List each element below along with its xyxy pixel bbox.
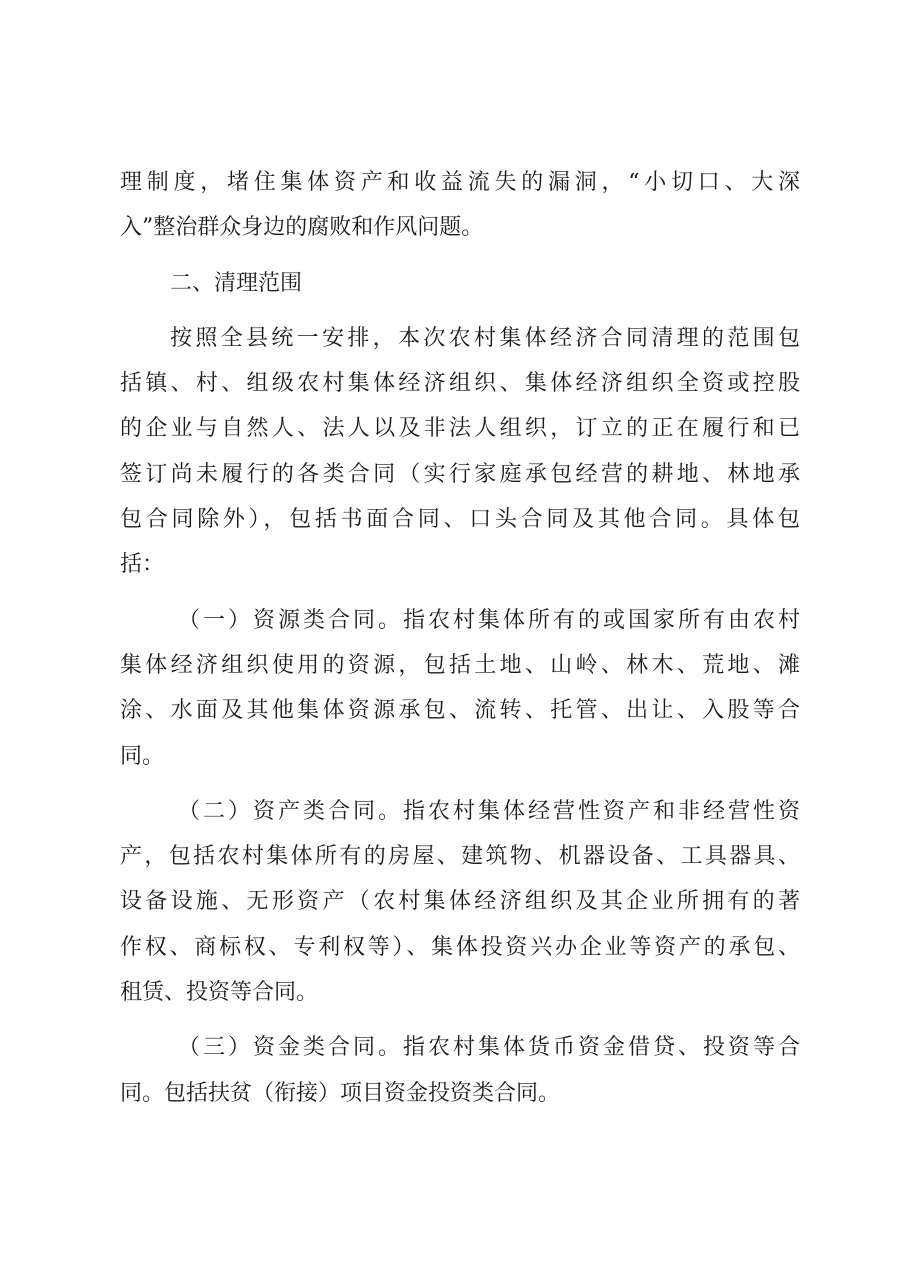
paragraph-line: 集体经济组织使用的资源，包括土地、山岭、林木、荒地、滩	[120, 652, 800, 678]
document-body	[120, 160, 800, 1116]
paragraph-line: 产，包括农村集体所有的房屋、建筑物、机器设备、工具器具、	[120, 844, 800, 870]
paragraph-line: 同。	[120, 743, 165, 769]
paragraph-line: （二）资产类合同。指农村集体经营性资产和非经营性资	[178, 798, 800, 824]
paragraph-line: 入”整治群众身边的腐败和作风问题。	[120, 215, 484, 241]
paragraph-line: 租赁、投资等合同。	[120, 980, 319, 1006]
paragraph-line: 按照全县统一安排，本次农村集体经济合同清理的范围包	[170, 325, 800, 351]
paragraph-line: 的企业与自然人、法人以及非法人组织，订立的正在履行和已	[120, 416, 800, 442]
paragraph-line: 设备设施、无形资产（农村集体经济组织及其企业所拥有的著	[120, 889, 800, 915]
paragraph-line: 括镇、村、组级农村集体经济组织、集体经济组织全资或控股	[120, 371, 800, 397]
paragraph-line: 涂、水面及其他集体资源承包、流转、托管、出让、入股等合	[120, 698, 800, 724]
paragraph-line: 作权、商标权、专利权等）、集体投资兴办企业等资产的承包、	[120, 934, 800, 960]
paragraph-line: （三）资金类合同。指农村集体货币资金借贷、投资等合	[178, 1035, 800, 1061]
section-heading: 二、清理范围	[170, 270, 303, 296]
paragraph-line: 理制度，堵住集体资产和收益流失的漏洞，“小切口、大深	[120, 170, 800, 195]
paragraph-line: 包合同除外），包括书面合同、口头合同及其他合同。具体包	[120, 507, 800, 533]
paragraph-line: （一）资源类合同。指农村集体所有的或国家所有由农村	[178, 607, 800, 633]
paragraph-line: 括：	[120, 552, 165, 578]
paragraph-line: 签订尚未履行的各类合同（实行家庭承包经营的耕地、林地承	[120, 461, 800, 487]
paragraph-line: 同。包括扶贫（衔接）项目资金投资类合同。	[120, 1080, 561, 1106]
